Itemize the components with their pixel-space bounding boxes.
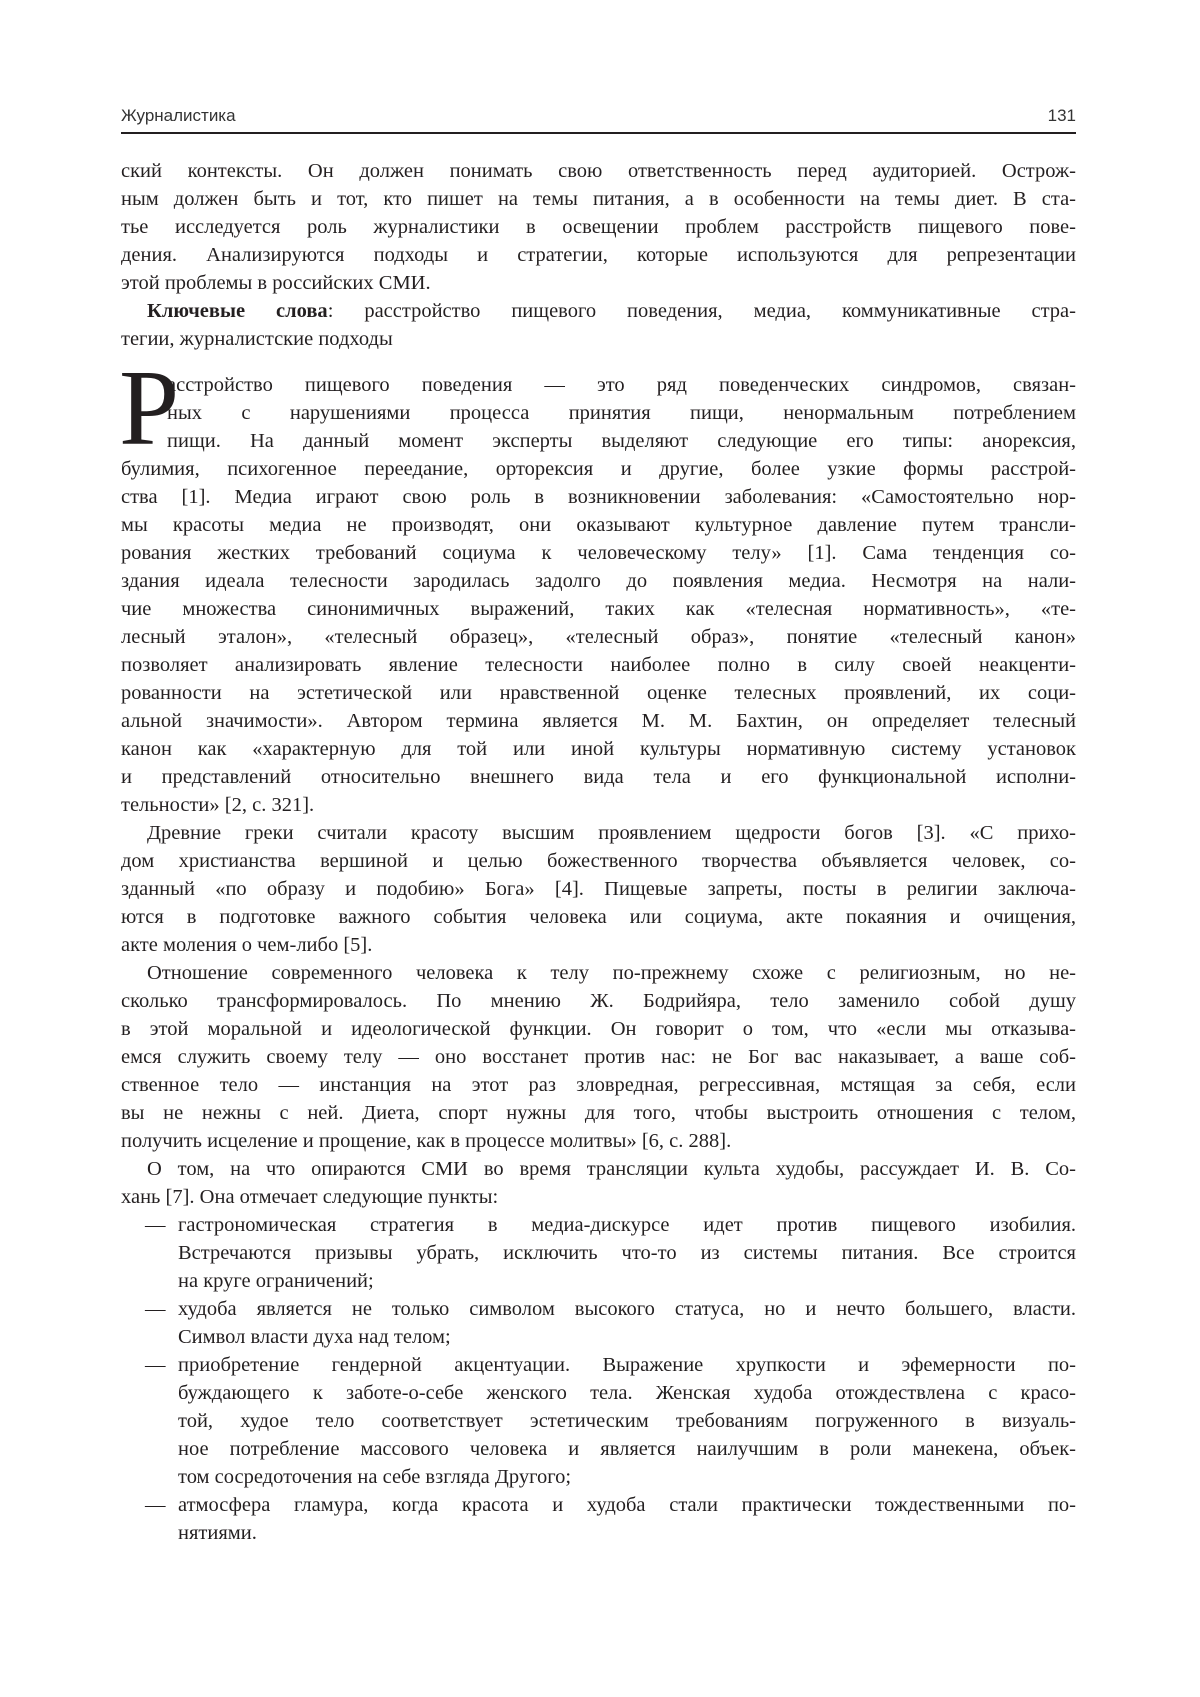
text-line: буждающего к заботе-о-себе женского тела. Женская худоба отождествлена с красо- <box>178 1379 1076 1407</box>
paragraph-4 <box>121 1155 1076 1211</box>
paragraph-1 <box>121 371 1076 819</box>
text-line: канон как «характерную для той или иной культуры нормативную систему установок <box>121 735 1076 763</box>
text-line: лесный эталон», «телесный образец», «телесный образ», понятие «телесный канон» <box>121 623 1076 651</box>
text-line: атмосфера гламура, когда красота и худоба стали практически тождественными по- <box>178 1491 1076 1519</box>
text-line: мы красоты медиа не производят, они оказывают культурное давление путем трансли- <box>121 511 1076 539</box>
list-dash: — <box>145 1351 166 1379</box>
text-line: дом христианства вершиной и целью божественного творчества объявляется человек, со- <box>121 847 1076 875</box>
list-item <box>121 1211 1076 1295</box>
text-line: емся служить своему телу — оно восстанет против нас: не Бог вас наказывает, а ваше соб- <box>121 1043 1076 1071</box>
text-line: О том, на что опираются СМИ во время трансляции культа худобы, рассуждает И. В. Со- <box>121 1155 1076 1183</box>
bullet-list <box>121 1211 1076 1547</box>
text-line: ное потребление массового человека и является наилучшим в роли манекена, объек- <box>178 1435 1076 1463</box>
text-line: альной значимости». Автором термина является М. М. Бахтин, он определяет телесный <box>121 707 1076 735</box>
text-line: Символ власти духа над телом; <box>178 1323 1076 1351</box>
text-line: получить исцеление и прощение, как в процессе молитвы» [6, с. 288]. <box>121 1127 1076 1155</box>
keywords-label: Ключевые слова <box>147 300 328 322</box>
text-line: рованности на эстетической или нравственной оценке телесных проявлений, их соци- <box>121 679 1076 707</box>
abstract <box>121 157 1076 297</box>
list-item <box>121 1295 1076 1351</box>
text-line: Встречаются призывы убрать, исключить что-то из системы питания. Все строится <box>178 1239 1076 1267</box>
text-line: худоба является не только символом высокого статуса, но и нечто большего, власти. <box>178 1295 1076 1323</box>
keywords: Ключевые слова: расстройство пищевого поведения, медиа, коммуникативные стра- тегии, журналистские подходы <box>121 297 1076 353</box>
text-line: асстройство пищевого поведения — это ряд поведенческих синдромов, связан- <box>121 371 1076 399</box>
text-line: акте моления о чем-либо [5]. <box>121 931 1076 959</box>
text-line: приобретение гендерной акцентуации. Выражение хрупкости и эфемерности по- <box>178 1351 1076 1379</box>
text-line: на круге ограничений; <box>178 1267 1076 1295</box>
text-line: пищи. На данный момент эксперты выделяют следующие его типы: анорексия, <box>121 427 1076 455</box>
text-line: этой проблемы в российских СМИ. <box>121 269 1076 297</box>
text-line: Отношение современного человека к телу по-прежнему схоже с религиозным, но не- <box>121 959 1076 987</box>
text-line: ский контексты. Он должен понимать свою ответственность перед аудиторией. Острож- <box>121 157 1076 185</box>
text-line: тельности» [2, с. 321]. <box>121 791 1076 819</box>
page-number: 131 <box>1048 106 1076 126</box>
running-header <box>121 100 1076 134</box>
list-item <box>121 1491 1076 1547</box>
text-line: нятиями. <box>178 1519 1076 1547</box>
text-line: ства [1]. Медиа играют свою роль в возникновении заболевания: «Самостоятельно нор- <box>121 483 1076 511</box>
paragraph-3 <box>121 959 1076 1155</box>
text-line: зданный «по образу и подобию» Бога» [4]. Пищевые запреты, посты в религии заключа- <box>121 875 1076 903</box>
drop-cap: Р <box>119 355 179 463</box>
text-line: дения. Анализируются подходы и стратегии, которые используются для репрезентации <box>121 241 1076 269</box>
text-line: ных с нарушениями процесса принятия пищи, ненормальным потреблением <box>121 399 1076 427</box>
text-line: тье исследуется роль журналистики в освещении проблем расстройств пищевого пове- <box>121 213 1076 241</box>
text-line: позволяет анализировать явление телесности наиболее полно в силу своей неакценти- <box>121 651 1076 679</box>
list-item <box>121 1351 1076 1491</box>
text-line: сколько трансформировалось. По мнению Ж. Бодрийяра, тело заменило собой душу <box>121 987 1076 1015</box>
paragraph-2 <box>121 819 1076 959</box>
text-line: ются в подготовке важного события человека или социума, акте покаяния и очищения, <box>121 903 1076 931</box>
text-line: Древние греки считали красоту высшим проявлением щедрости богов [3]. «С прихо- <box>121 819 1076 847</box>
text-line: вы не нежны с ней. Диета, спорт нужны для того, чтобы выстроить отношения с телом, <box>121 1099 1076 1127</box>
text-line: ным должен быть и тот, кто пишет на темы питания, а в особенности на темы диет. В ста- <box>121 185 1076 213</box>
text-line: и представлений относительно внешнего вида тела и его функциональной исполни- <box>121 763 1076 791</box>
text-line: булимия, психогенное переедание, орторексия и другие, более узкие формы расстрой- <box>121 455 1076 483</box>
section-title: Журналистика <box>121 106 236 126</box>
list-dash: — <box>145 1295 166 1323</box>
text-line: здания идеала телесности зародилась задолго до появления медиа. Несмотря на нали- <box>121 567 1076 595</box>
text-line: гастрономическая стратегия в медиа-дискурсе идет против пищевого изобилия. <box>178 1211 1076 1239</box>
list-dash: — <box>145 1211 166 1239</box>
text-line: хань [7]. Она отмечает следующие пункты: <box>121 1183 1076 1211</box>
text-line: в этой моральной и идеологической функции. Он говорит о том, что «если мы отказыва- <box>121 1015 1076 1043</box>
text-line: той, худое тело соответствует эстетическим требованиям погруженного в визуаль- <box>178 1407 1076 1435</box>
text-line: ственное тело — инстанция на этот раз зловредная, регрессивная, мстящая за себя, если <box>121 1071 1076 1099</box>
text-line: чие множества синонимичных выражений, таких как «телесная нормативность», «те- <box>121 595 1076 623</box>
text-line: рования жестких требований социума к человеческому телу» [1]. Сама тенденция со- <box>121 539 1076 567</box>
page-body <box>121 157 1076 1547</box>
text-line: том сосредоточения на себе взгляда Другого; <box>178 1463 1076 1491</box>
list-dash: — <box>145 1491 166 1519</box>
